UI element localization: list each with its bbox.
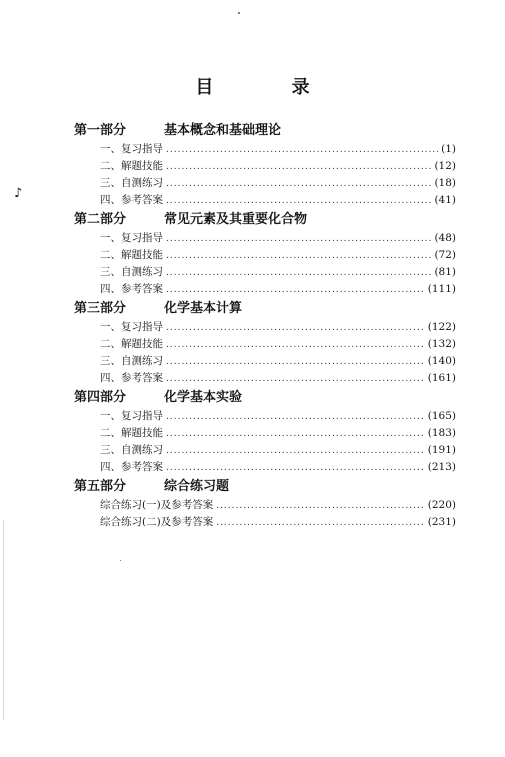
part-title: 化学基本实验 <box>164 390 243 405</box>
page-number: (161) <box>427 372 456 384</box>
toc-entry <box>74 247 456 264</box>
entry-label: 三、自测练习 <box>100 177 163 189</box>
dot-leader <box>216 515 425 532</box>
entry-label: 三、自测练习 <box>100 266 163 278</box>
toc-entry <box>74 442 456 459</box>
page-number: (213) <box>427 461 456 473</box>
entry-label: 二、解题技能 <box>100 338 163 350</box>
page-number: (183) <box>427 427 456 439</box>
toc-part-heading <box>74 477 456 497</box>
toc-entry <box>74 192 456 209</box>
page-number: (48) <box>434 232 456 244</box>
dot-leader <box>166 337 425 354</box>
page-title: 目 录 <box>195 77 346 98</box>
entry-label: 一、复习指导 <box>100 143 163 155</box>
page-number: (191) <box>427 444 456 456</box>
toc-entry <box>74 459 456 476</box>
page-number: (72) <box>434 249 456 261</box>
toc-entry <box>74 353 456 370</box>
part-number: 第一部分 <box>74 123 127 138</box>
entry-label: 四、参考答案 <box>100 283 163 295</box>
toc-entry <box>74 158 456 175</box>
page-number: (140) <box>427 355 456 367</box>
entry-label: 三、自测练习 <box>100 444 163 456</box>
dot-leader <box>166 460 425 477</box>
page-number: (165) <box>427 410 456 422</box>
part-title: 常见元素及其重要化合物 <box>164 212 308 227</box>
toc-entry <box>74 425 456 442</box>
toc-entry <box>74 264 456 281</box>
page-number: (18) <box>434 177 456 189</box>
toc-entry <box>74 141 456 158</box>
part-title: 基本概念和基础理论 <box>164 123 282 138</box>
scan-edge-line <box>3 520 4 720</box>
page-number: (1) <box>441 143 456 155</box>
entry-label: 四、参考答案 <box>100 194 163 206</box>
page-number: (81) <box>434 266 456 278</box>
toc-entry <box>74 230 456 247</box>
dot-leader <box>166 371 425 388</box>
page-number: (132) <box>427 338 456 350</box>
entry-label: 二、解题技能 <box>100 249 163 261</box>
page-number: (220) <box>427 499 456 511</box>
dot-leader <box>166 354 425 371</box>
part-number: 第四部分 <box>74 390 127 405</box>
dot-leader <box>166 193 431 210</box>
toc-entry <box>74 497 456 514</box>
toc-part-heading <box>74 121 456 141</box>
toc-part-heading <box>74 210 456 230</box>
dot-leader <box>166 248 431 265</box>
dot-leader <box>166 443 425 460</box>
margin-mark: ♪ <box>14 186 23 201</box>
page-number: (111) <box>427 283 456 295</box>
dot-leader <box>166 320 425 337</box>
page-number: (12) <box>434 160 456 172</box>
entry-label: 一、复习指导 <box>100 232 163 244</box>
entry-label: 一、复习指导 <box>100 410 163 422</box>
page-number: (41) <box>434 194 456 206</box>
dot-leader <box>216 498 425 515</box>
dot-leader <box>166 142 438 159</box>
dot-leader <box>166 159 431 176</box>
toc-part-heading <box>74 299 456 319</box>
scan-speck <box>238 12 240 14</box>
toc-entry <box>74 319 456 336</box>
part-title: 化学基本计算 <box>164 301 243 316</box>
entry-label: 一、复习指导 <box>100 321 163 333</box>
entry-label: 综合练习(二)及参考答案 <box>100 516 214 528</box>
scan-speck <box>120 560 121 561</box>
part-title: 综合练习题 <box>164 479 230 494</box>
entry-label: 四、参考答案 <box>100 372 163 384</box>
dot-leader <box>166 409 425 426</box>
dot-leader <box>166 176 431 193</box>
dot-leader <box>166 282 425 299</box>
toc-entry <box>74 408 456 425</box>
toc-part-heading <box>74 388 456 408</box>
entry-label: 三、自测练习 <box>100 355 163 367</box>
dot-leader <box>166 231 431 248</box>
entry-label: 综合练习(一)及参考答案 <box>100 499 214 511</box>
page-number: (122) <box>427 321 456 333</box>
part-number: 第三部分 <box>74 301 127 316</box>
page-number: (231) <box>427 516 456 528</box>
entry-label: 二、解题技能 <box>100 427 163 439</box>
part-number: 第五部分 <box>74 479 127 494</box>
toc-entry <box>74 336 456 353</box>
toc-entry <box>74 175 456 192</box>
dot-leader <box>166 426 425 443</box>
entry-label: 四、参考答案 <box>100 461 163 473</box>
toc-entry <box>74 370 456 387</box>
entry-label: 二、解题技能 <box>100 160 163 172</box>
dot-leader <box>166 265 431 282</box>
toc-entry <box>74 514 456 531</box>
part-number: 第二部分 <box>74 212 127 227</box>
table-of-contents <box>74 120 456 531</box>
toc-entry <box>74 281 456 298</box>
